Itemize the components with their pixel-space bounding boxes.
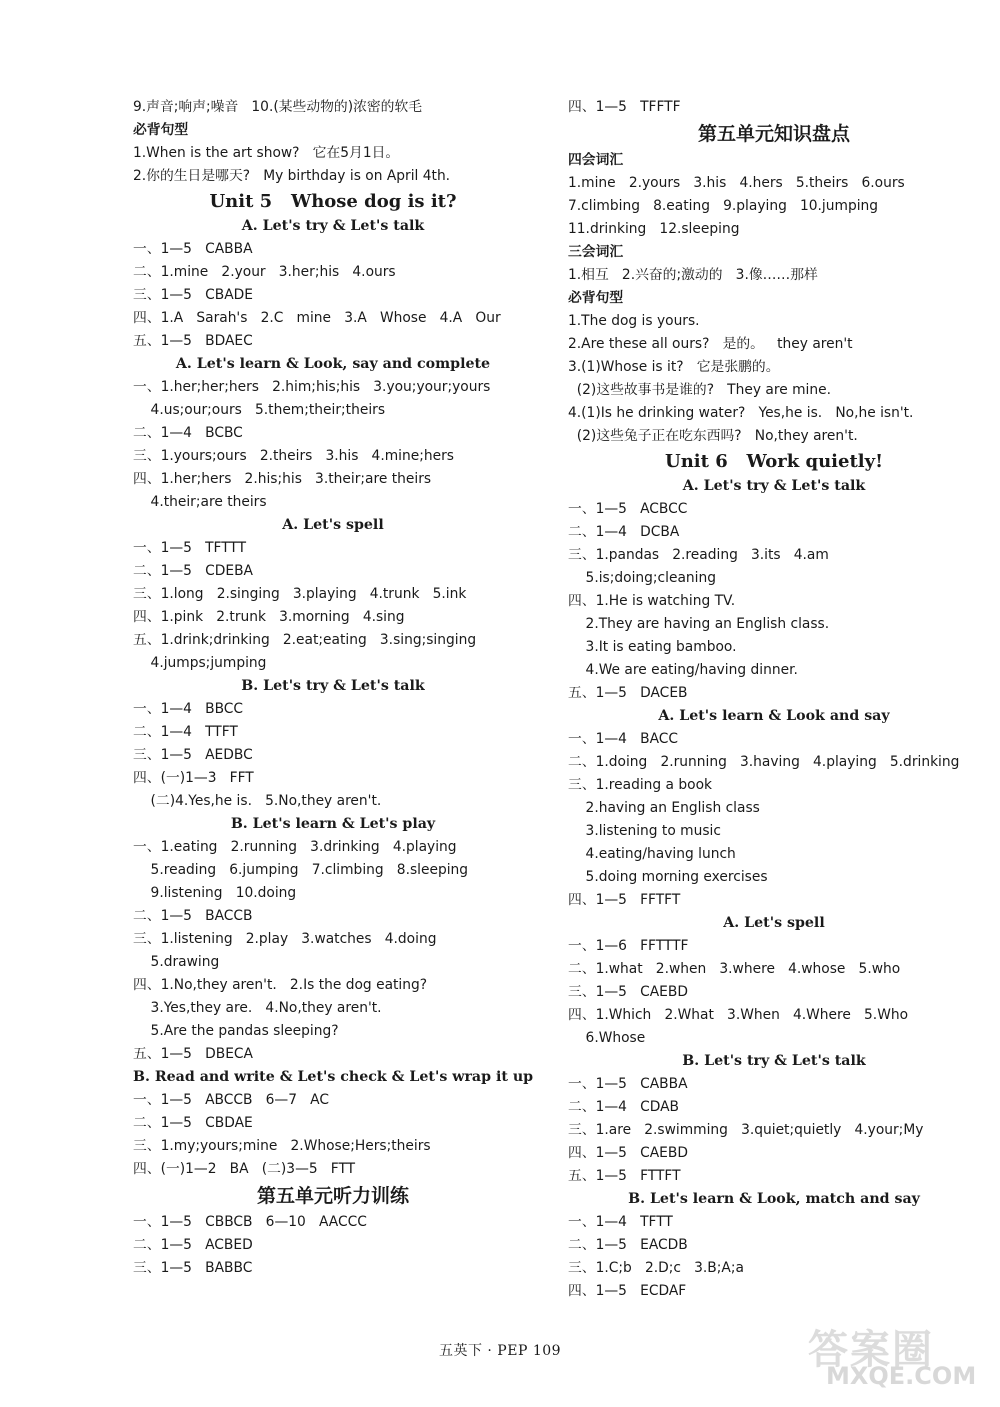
answer-line: 四、1.No,they aren't. 2.Is the dog eating? [133,977,428,993]
answer-line: 1.相互 2.兴奋的;激动的 3.像……那样 [568,267,818,283]
answer-line: 2.having an English class [568,800,760,816]
answer-line: 9.listening 10.doing [133,885,297,901]
answer-line: 4.eating/having lunch [568,846,736,862]
answer-line: 三、1.pandas 2.reading 3.its 4.am [568,547,829,563]
answer-line: 5.doing morning exercises [568,869,768,885]
answer-line: 二、1—5 CDEBA [133,563,253,579]
page-footer: 五英下 · PEP 109 [438,1343,562,1359]
answer-line: (2)这些故事书是谁的? They are mine. [568,382,831,398]
answer-line: 二、1—5 EACDB [568,1237,688,1253]
answer-line: 四、1.her;hers 2.his;his 3.their;are theirs [133,471,432,487]
answer-line: 四、1.Which 2.What 3.When 4.Where 5.Who [568,1007,909,1023]
answer-line: 4.jumps;jumping [133,655,267,671]
answer-line: 二、1.what 2.when 3.where 4.whose 5.who [568,961,901,977]
answer-line: 五、1—5 BDAEC [133,333,253,349]
unit-heading: Unit 6 Work quietly! [665,451,883,472]
section-label: 必背句型 [133,122,189,138]
answer-line: 3.Yes,they are. 4.No,they aren't. [133,1000,382,1016]
answer-line: 5.Are the pandas sleeping? [133,1023,339,1039]
answer-line: 三、1.my;yours;mine 2.Whose;Hers;theirs [133,1138,431,1154]
answer-line: 四、(一)1—2 BA (二)3—5 FTT [133,1161,356,1177]
section-label: 必背句型 [568,290,624,306]
answer-line: 一、1—4 TFTT [568,1214,673,1230]
answer-line: 7.climbing 8.eating 9.playing 10.jumping [568,198,879,214]
lesson-heading: A. Let's spell [282,517,384,533]
answer-line: 1.When is the art show? 它在5月1日。 [133,145,400,161]
answer-line: 四、1—5 TFFTF [568,99,681,115]
answer-line: 二、1—4 BCBC [133,425,243,441]
answer-line: (2)这些兔子正在吃东西吗? No,they aren't. [568,428,858,444]
answer-line: 一、1—4 BACC [568,731,679,747]
lesson-heading: B. Let's try & Let's talk [682,1053,866,1069]
answer-line: 2.你的生日是哪天? My birthday is on April 4th. [133,168,451,184]
lesson-heading: B. Let's try & Let's talk [241,678,425,694]
lesson-heading: B. Read and write & Let's check & Let's wrap it up [133,1069,534,1085]
answer-line: 一、1—5 CABBA [133,241,253,257]
answer-line: 5.is;doing;cleaning [568,570,716,586]
watermark-logo [808,1318,988,1398]
answer-line: 二、1—5 BACCB [133,908,253,924]
answer-line: 三、1.long 2.singing 3.playing 4.trunk 5.ink [133,586,467,602]
right-column [568,96,980,1303]
answer-line: 五、1.drink;drinking 2.eat;eating 3.sing;singing [133,632,477,648]
answer-line: 5.drawing [133,954,220,970]
answer-line: 5.reading 6.jumping 7.climbing 8.sleeping [133,862,469,878]
answer-line: 四、1.He is watching TV. [568,593,736,609]
lesson-heading: A. Let's try & Let's talk [682,478,866,494]
answer-line: 一、1—6 FFTTTF [568,938,689,954]
answer-line: 一、1—5 ACBCC [568,501,688,517]
answer-line: 4.us;our;ours 5.them;their;theirs [133,402,386,418]
watermark-url: MXQE.COM [826,1362,977,1390]
answer-line: 4.their;are theirs [133,494,267,510]
answer-line: 二、1.mine 2.your 3.her;his 4.ours [133,264,396,280]
lesson-heading: B. Let's learn & Let's play [230,816,436,832]
answer-line: 二、1.doing 2.running 3.having 4.playing 5.drinking [568,754,960,770]
answer-line: 二、1—4 TTFT [133,724,238,740]
answer-line: 一、1—4 BBCC [133,701,244,717]
answer-line: 三、1.yours;ours 2.theirs 3.his 4.mine;hers [133,448,454,464]
watermark-text: 答案圈 [808,1327,934,1373]
answer-line: 二、1—5 ACBED [133,1237,253,1253]
section-label: 四会词汇 [568,152,624,168]
answer-line: 2.Are these all ours? 是的。 they aren't [568,336,853,352]
answer-line: 3.It is eating bamboo. [568,639,737,655]
answer-line: 一、1—5 ABCCB 6—7 AC [133,1092,329,1108]
chapter-heading: 第五单元知识盘点 [697,123,850,145]
lesson-heading: B. Let's learn & Look, match and say [628,1191,920,1207]
answer-line: 一、1—5 CABBA [568,1076,688,1092]
answer-line: 三、1.are 2.swimming 3.quiet;quietly 4.your;My [568,1122,924,1138]
answer-line: 一、1.her;her;hers 2.him;his;his 3.you;your;yours [133,379,491,395]
answer-line: 6.Whose [568,1030,646,1046]
answer-line: 一、1—5 CBBCB 6—10 AACCC [133,1214,367,1230]
lesson-heading: A. Let's spell [723,915,825,931]
lesson-heading: A. Let's learn & Look and say [658,708,890,724]
section-label: 三会词汇 [568,244,624,260]
answer-line: (二)4.Yes,he is. 5.No,they aren't. [133,793,382,809]
answer-line: 五、1—5 DACEB [568,685,688,701]
lesson-heading: A. Let's try & Let's talk [241,218,425,234]
answer-line: 四、1—5 ECDAF [568,1283,687,1299]
answer-line: 1.The dog is yours. [568,313,700,329]
answer-line: 四、1.pink 2.trunk 3.morning 4.sing [133,609,405,625]
answer-line: 四、1—5 FFTFT [568,892,681,908]
answer-line: 1.mine 2.yours 3.his 4.hers 5.theirs 6.ours [568,175,905,191]
answer-line: 三、1.reading a book [568,777,713,793]
chapter-heading: 第五单元听力训练 [256,1185,409,1207]
answer-line: 五、1—5 DBECA [133,1046,253,1062]
answer-line: 2.They are having an English class. [568,616,830,632]
answer-line: 四、1.A Sarah's 2.C mine 3.A Whose 4.A Our [133,310,501,326]
answer-line: 三、1—5 CBADE [133,287,253,303]
answer-line: 二、1—4 CDAB [568,1099,680,1115]
answer-line: 3.listening to music [568,823,721,839]
answer-line: 一、1.eating 2.running 3.drinking 4.playing [133,839,457,855]
answer-line: 三、1—5 AEDBC [133,747,253,763]
answer-line: 9.声音;响声;噪音 10.(某些动物的)浓密的软毛 [133,99,423,115]
answer-line: 4.(1)Is he drinking water? Yes,he is. No,he isn't. [568,405,914,421]
unit-heading: Unit 5 Whose dog is it? [209,191,457,212]
answer-line: 3.(1)Whose is it? 它是张鹏的。 [568,359,780,375]
answer-line: 四、(一)1—3 FFT [133,770,254,786]
answer-line: 三、1.C;b 2.D;c 3.B;A;a [568,1260,744,1276]
answer-line: 11.drinking 12.sleeping [568,221,740,237]
answer-line: 三、1.listening 2.play 3.watches 4.doing [133,931,437,947]
answer-line: 二、1—5 CBDAE [133,1115,253,1131]
answer-line: 二、1—4 DCBA [568,524,680,540]
answer-line: 五、1—5 FTTFT [568,1168,681,1184]
answer-line: 一、1—5 TFTTT [133,540,247,556]
answer-line: 三、1—5 CAEBD [568,984,688,1000]
lesson-heading: A. Let's learn & Look, say and complete [175,356,491,372]
answer-line: 三、1—5 BABBC [133,1260,253,1276]
answer-line: 4.We are eating/having dinner. [568,662,798,678]
answer-line: 四、1—5 CAEBD [568,1145,688,1161]
left-column [133,96,533,1280]
